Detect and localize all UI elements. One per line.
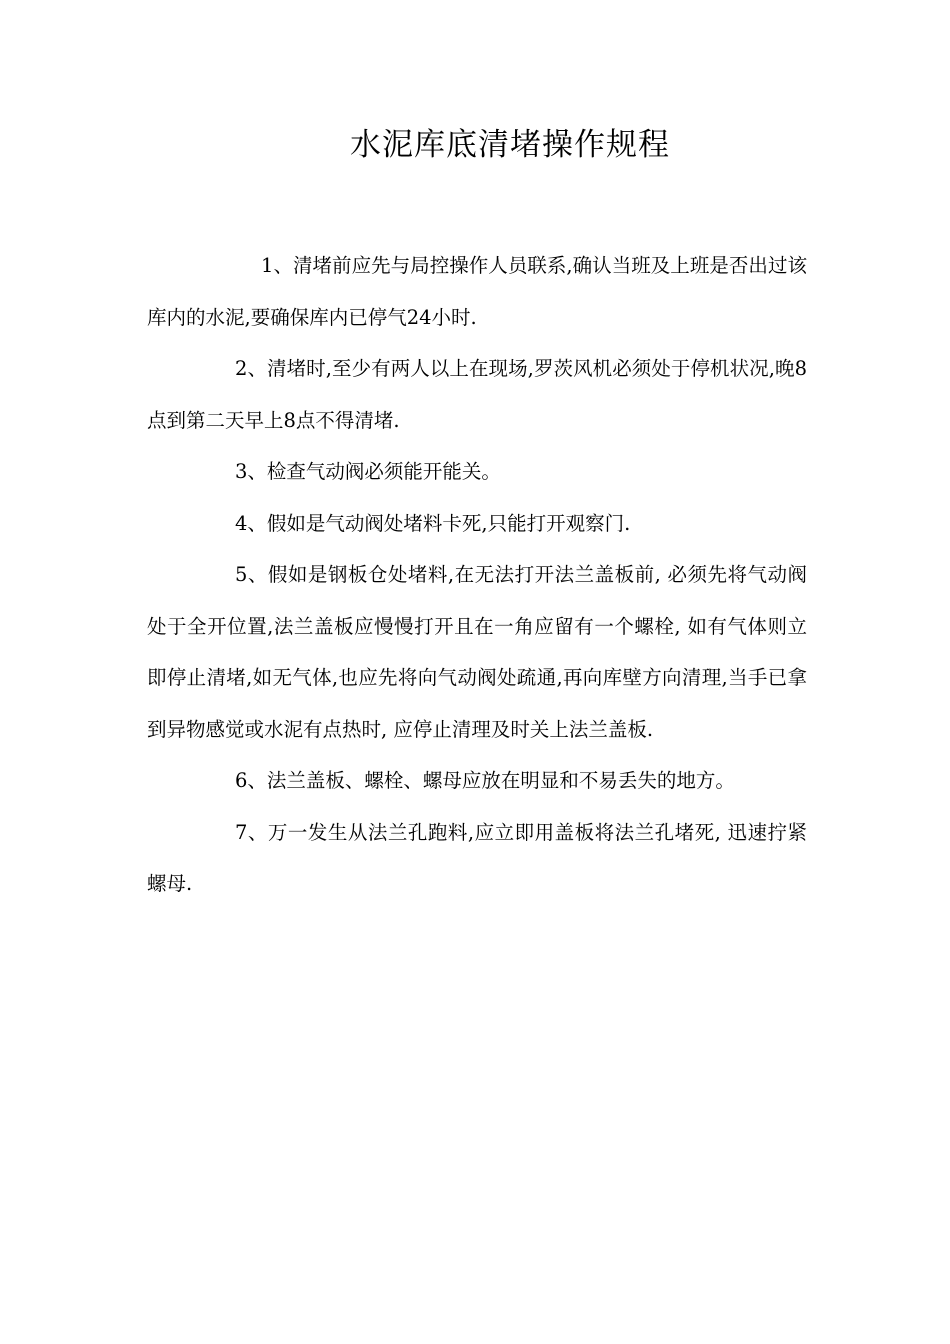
paragraph-5: 5、假如是钢板仓处堵料,在无法打开法兰盖板前, 必须先将气动阀处于全开位置,法兰盖板应慢慢打开且在一角应留有一个螺栓, 如有气体则立即停止清堵,如无气体,也应先将向气动阀处疏通,再向库壁方向清理,当手已拿到异物感觉或水泥有点热时, 应停止清理及时关上法兰盖板. <box>147 563 807 741</box>
paragraph-7: 7、万一发生从法兰孔跑料,应立即用盖板将法兰孔堵死, 迅速拧紧螺母. <box>147 820 807 895</box>
paragraph-2: 2、清堵时,至少有两人以上在现场,罗茨风机必须处于停机状况,晚8点到第二天早上8点不得清堵. <box>147 357 807 432</box>
paragraph-1: 1、清堵前应先与局控操作人员联系,确认当班及上班是否出过该库内的水泥,要确保库内已停气24小时. <box>147 254 807 329</box>
paragraph-3: 3、检查气动阀必须能开能关。 <box>235 460 501 483</box>
paragraph-6: 6、法兰盖板、螺栓、螺母应放在明显和不易丢失的地方。 <box>235 769 735 792</box>
paragraph-4: 4、假如是气动阀处堵料卡死,只能打开观察门. <box>235 511 631 535</box>
document-body <box>147 240 807 910</box>
document-title: 水泥库底清堵操作规程 <box>350 127 670 163</box>
